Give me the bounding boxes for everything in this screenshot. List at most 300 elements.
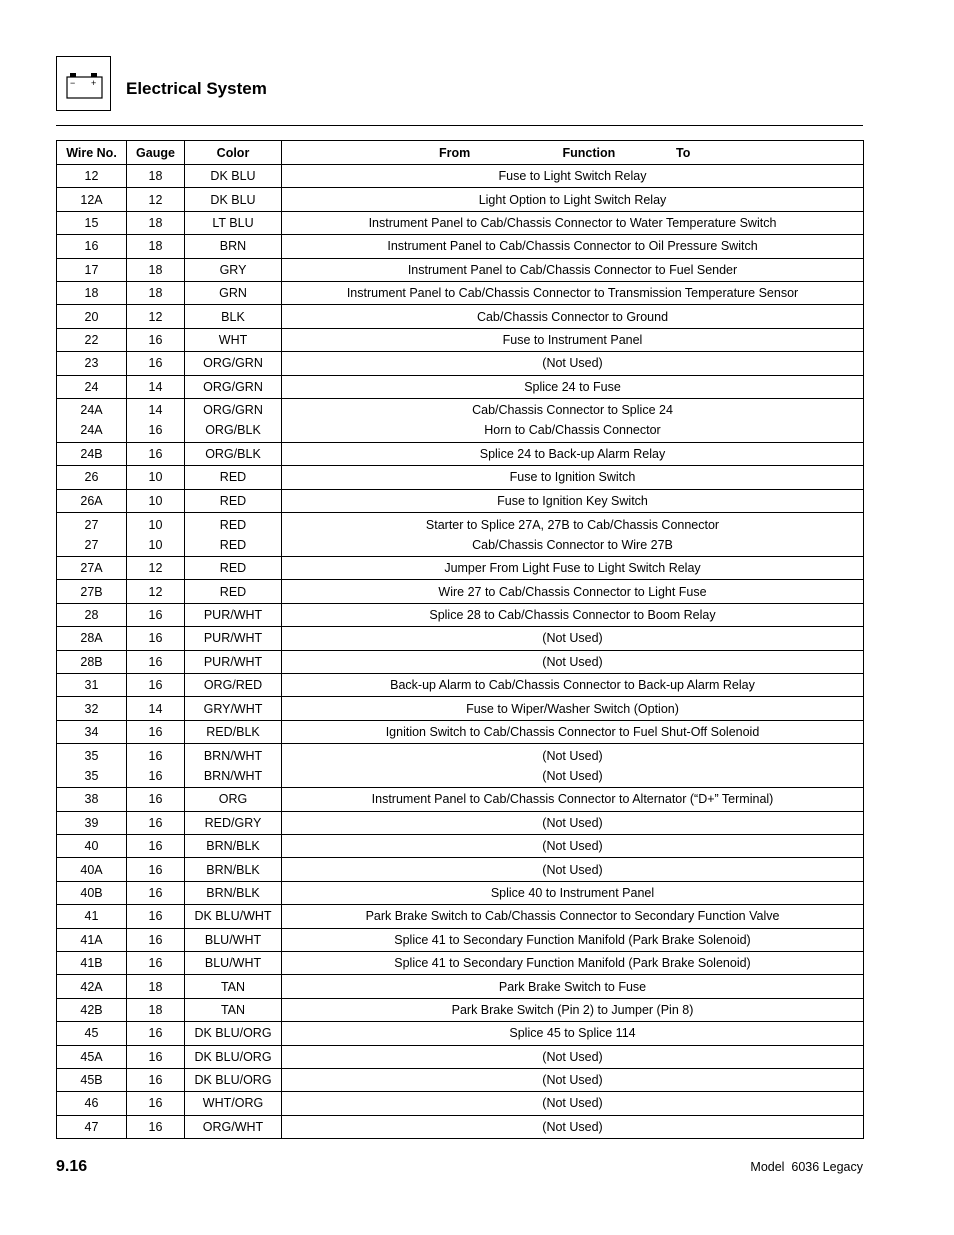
function-text: Splice 40 to Instrument Panel [490,885,655,900]
gauge-text: 18 [148,286,163,301]
function-cell [282,975,864,998]
gauge-cell [127,905,185,928]
function-text: Back-up Alarm to Cab/Chassis Connector to Back-up Alarm Relay [390,678,755,693]
wire-no-cell [57,650,127,673]
wire-no-cell [57,258,127,281]
gauge-text: 16 [148,1026,163,1041]
wire-no-text: 22 [84,332,99,347]
color-text: ORG/GRN [203,356,263,371]
color-cell [185,305,282,328]
wire-no-cell [57,466,127,489]
wire-no-cell [57,305,127,328]
wire-no-cell [57,603,127,626]
function-cell [282,305,864,328]
gauge-cell [127,211,185,234]
function-cell [282,466,864,489]
function-cell [282,557,864,580]
gauge-text: 16 [148,792,163,807]
table-row [57,603,864,626]
color-text: ORG/GRN [203,379,263,394]
table-header-row [57,141,864,165]
color-cell [185,650,282,673]
battery-minus-label: − [70,78,76,88]
table-row [57,697,864,720]
wire-no-text: 32 [84,701,99,716]
gauge-cell [127,998,185,1021]
gauge-text: 16 [148,748,163,763]
color-cell [185,720,282,743]
function-cell [282,188,864,211]
table-row [57,375,864,398]
function-text: (Not Used) [542,748,603,763]
wire-no-cell [57,1115,127,1138]
color-cell [185,188,282,211]
color-cell [185,165,282,188]
wire-no-text: 35 [84,768,99,783]
gauge-cell [127,258,185,281]
function-text: Light Option to Light Switch Relay [478,192,667,207]
gauge-cell [127,975,185,998]
wire-no-text: 47 [84,1119,99,1134]
color-text: BRN/WHT [203,768,263,783]
wire-no-cell [57,905,127,928]
function-text: Jumper From Light Fuse to Light Switch Relay [444,561,701,576]
wire-no-cell [57,557,127,580]
wire-no-cell [57,188,127,211]
gauge-text: 18 [148,262,163,277]
function-cell [282,858,864,881]
color-cell [185,744,282,788]
function-text: Park Brake Switch (Pin 2) to Jumper (Pin 8) [451,1002,694,1017]
gauge-cell [127,1115,185,1138]
color-cell [185,557,282,580]
color-cell [185,1068,282,1091]
color-cell [185,951,282,974]
color-text: LT BLU [212,215,254,230]
table-row [57,165,864,188]
table-row [57,1068,864,1091]
gauge-cell [127,489,185,512]
table-row [57,975,864,998]
wire-no-cell [57,627,127,650]
gauge-cell [127,650,185,673]
gauge-text: 14 [148,379,163,394]
gauge-cell [127,580,185,603]
color-cell [185,697,282,720]
table-row [57,858,864,881]
gauge-cell [127,165,185,188]
color-cell [185,834,282,857]
table-row [57,674,864,697]
color-text: ORG [218,792,248,807]
color-text: GRY/WHT [203,701,263,716]
gauge-text: 16 [148,815,163,830]
gauge-text: 16 [148,956,163,971]
header-divider [56,125,863,126]
gauge-text: 18 [148,169,163,184]
function-text: Cab/Chassis Connector to Splice 24 [472,403,673,418]
function-text: Splice 41 to Secondary Function Manifold (Park Brake Solenoid) [394,956,751,971]
color-text: RED [219,561,247,576]
table-row [57,513,864,557]
gauge-text: 14 [148,701,163,716]
function-text: (Not Used) [542,356,603,371]
color-cell [185,352,282,375]
function-cell [282,165,864,188]
function-text: (Not Used) [542,1049,603,1064]
gauge-cell [127,744,185,788]
wire-no-cell [57,674,127,697]
wire-no-text: 15 [84,215,99,230]
gauge-text: 16 [148,839,163,854]
color-text: RED/BLK [206,725,260,739]
gauge-cell [127,720,185,743]
function-text: Fuse to Light Switch Relay [498,169,647,184]
gauge-text: 18 [148,979,163,994]
color-cell [185,627,282,650]
color-text: BRN [219,239,247,254]
function-cell [282,1115,864,1138]
gauge-text: 16 [148,608,163,623]
table-row [57,328,864,351]
col-header-function [282,141,864,165]
gauge-text: 14 [148,403,163,418]
color-cell [185,881,282,904]
function-cell [282,603,864,626]
color-cell [185,1092,282,1115]
function-cell [282,650,864,673]
gauge-cell [127,951,185,974]
gauge-text: 16 [148,332,163,347]
color-text: ORG/WHT [202,1119,264,1134]
function-cell [282,788,864,811]
gauge-text: 10 [148,493,163,508]
model-label: Model 6036 Legacy [750,1160,863,1174]
wire-no-text: 40 [84,839,99,854]
wire-no-cell [57,398,127,442]
color-cell [185,211,282,234]
function-cell [282,1045,864,1068]
battery-icon-box [56,56,111,111]
wire-no-cell [57,442,127,465]
gauge-text: 16 [148,932,163,947]
wire-no-text: 35 [84,748,99,763]
table-row [57,211,864,234]
function-text: Splice 28 to Cab/Chassis Connector to Boom Relay [429,608,716,623]
gauge-text: 16 [148,678,163,693]
gauge-cell [127,1045,185,1068]
color-cell [185,811,282,834]
wire-no-cell [57,951,127,974]
color-text: WHT [218,332,248,347]
table-row [57,928,864,951]
gauge-cell [127,188,185,211]
wire-no-cell [57,697,127,720]
table-row [57,720,864,743]
color-cell [185,580,282,603]
color-text: BRN/WHT [203,748,263,763]
table-row [57,1022,864,1045]
gauge-text: 16 [148,768,163,783]
battery-icon [57,57,112,112]
wire-no-text: 46 [84,1096,99,1111]
table-row [57,788,864,811]
gauge-cell [127,1092,185,1115]
function-cell [282,513,864,557]
table-row [57,951,864,974]
function-text: (Not Used) [542,1119,603,1134]
wire-no-cell [57,881,127,904]
wire-no-cell [57,375,127,398]
function-cell [282,328,864,351]
function-cell [282,905,864,928]
function-cell [282,697,864,720]
gauge-cell [127,281,185,304]
function-text: Instrument Panel to Cab/Chassis Connector to Water Temperature Switch [368,215,777,230]
table-row [57,235,864,258]
function-text: Fuse to Wiper/Washer Switch (Option) [466,701,679,716]
wire-no-cell [57,811,127,834]
wire-no-text: 28 [84,608,99,623]
wire-no-cell [57,580,127,603]
function-text: Park Brake Switch to Cab/Chassis Connector to Secondary Function Valve [365,909,780,924]
gauge-text: 16 [148,1049,163,1064]
color-text: PUR/WHT [203,608,263,623]
function-text: (Not Used) [542,631,603,646]
table-row [57,305,864,328]
wire-no-text: 16 [84,239,99,254]
function-text: Park Brake Switch to Fuse [498,979,647,994]
wire-no-text: 27 [84,517,99,532]
color-text: ORG/BLK [205,447,261,462]
wire-no-cell [57,235,127,258]
wire-table [56,140,864,1139]
color-text: BRN/BLK [206,885,260,900]
wire-no-text: 27 [84,537,99,552]
wire-no-text: 12A [80,192,103,207]
gauge-cell [127,674,185,697]
function-text: Instrument Panel to Cab/Chassis Connector to Transmission Temperature Sensor [346,286,799,301]
color-text: TAN [220,1002,246,1017]
gauge-cell [127,375,185,398]
color-text: RED [219,584,247,599]
color-text: GRY [219,262,247,277]
wire-no-text: 24B [80,447,103,462]
gauge-cell [127,235,185,258]
color-cell [185,1045,282,1068]
wire-no-cell [57,928,127,951]
gauge-cell [127,928,185,951]
gauge-cell [127,627,185,650]
color-cell [185,466,282,489]
color-text: RED [219,517,247,532]
function-text: Splice 45 to Splice 114 [509,1026,636,1041]
color-text: TAN [220,979,246,994]
wire-no-cell [57,328,127,351]
page-number: 9.16 [56,1158,88,1175]
color-cell [185,235,282,258]
function-text: (Not Used) [542,815,603,830]
function-text: Instrument Panel to Cab/Chassis Connector to Fuel Sender [407,262,738,277]
wire-no-cell [57,489,127,512]
color-cell [185,905,282,928]
wire-no-cell [57,352,127,375]
gauge-cell [127,352,185,375]
table-row [57,352,864,375]
gauge-cell [127,697,185,720]
gauge-text: 16 [148,423,163,438]
color-cell [185,928,282,951]
table-row [57,744,864,788]
color-cell [185,398,282,442]
color-text: BRN/BLK [206,839,260,854]
function-cell [282,235,864,258]
wire-no-text: 45B [80,1073,103,1088]
function-cell [282,951,864,974]
table-row [57,580,864,603]
function-cell [282,881,864,904]
wire-no-cell [57,744,127,788]
wire-no-cell [57,1045,127,1068]
gauge-text: 16 [148,1119,163,1134]
color-text: PUR/WHT [203,654,263,669]
wire-no-cell [57,788,127,811]
function-cell [282,442,864,465]
gauge-text: 12 [148,584,163,599]
gauge-text: 12 [148,309,163,324]
battery-plus-label: + [91,78,97,88]
col-header-wire-no: Wire No. [57,141,127,165]
color-text: DK BLU/ORG [194,1073,272,1088]
wire-no-cell [57,858,127,881]
function-cell [282,375,864,398]
gauge-text: 16 [148,1096,163,1111]
function-cell [282,720,864,743]
color-text: DK BLU [210,169,256,184]
function-text: (Not Used) [542,1096,603,1111]
function-text: Splice 41 to Secondary Function Manifold (Park Brake Solenoid) [394,932,751,947]
gauge-text: 16 [148,356,163,371]
function-text: (Not Used) [542,839,603,854]
gauge-text: 12 [148,561,163,576]
color-text: DK BLU [210,192,256,207]
col-header-color: Color [185,141,282,165]
function-text: Fuse to Ignition Switch [509,470,636,485]
color-cell [185,489,282,512]
wire-no-text: 41A [80,932,103,947]
wire-no-text: 40A [80,862,103,877]
color-text: DK BLU/ORG [194,1026,272,1041]
gauge-text: 16 [148,1073,163,1088]
wire-no-text: 18 [84,286,99,301]
wire-no-cell [57,1022,127,1045]
wire-no-text: 28A [80,631,103,646]
table-row [57,1115,864,1138]
color-cell [185,1115,282,1138]
color-text: ORG/RED [203,678,263,693]
function-cell [282,352,864,375]
wire-no-text: 24 [84,379,99,394]
color-cell [185,674,282,697]
table-row [57,188,864,211]
color-cell [185,442,282,465]
wire-no-cell [57,281,127,304]
gauge-text: 16 [148,862,163,877]
color-text: BRN/BLK [206,862,260,877]
color-cell [185,375,282,398]
gauge-cell [127,513,185,557]
gauge-cell [127,1068,185,1091]
wire-no-cell [57,720,127,743]
wire-no-text: 41 [84,909,99,924]
col-header-from: From [439,145,471,160]
gauge-cell [127,398,185,442]
color-text: ORG/GRN [203,403,263,418]
wire-no-text: 26 [84,470,99,485]
function-cell [282,627,864,650]
table-row [57,258,864,281]
section-title: Electrical System [126,79,267,98]
color-cell [185,603,282,626]
color-cell [185,788,282,811]
table-row [57,281,864,304]
color-cell [185,258,282,281]
color-text: DK BLU/ORG [194,1049,272,1064]
wire-no-text: 38 [84,792,99,807]
table-row [57,1045,864,1068]
gauge-text: 16 [148,909,163,924]
wire-no-text: 42A [80,979,103,994]
gauge-text: 16 [148,654,163,669]
color-cell [185,1022,282,1045]
function-text: Wire 27 to Cab/Chassis Connector to Light Fuse [438,584,707,599]
color-cell [185,998,282,1021]
function-text: Splice 24 to Fuse [524,379,621,394]
color-cell [185,858,282,881]
wire-table-body [57,165,864,1139]
gauge-cell [127,557,185,580]
table-row [57,442,864,465]
color-text: BLK [221,309,245,324]
table-row [57,881,864,904]
table-row [57,466,864,489]
gauge-cell [127,466,185,489]
function-text: Fuse to Ignition Key Switch [497,493,648,508]
wire-no-text: 31 [84,678,99,693]
wire-no-text: 39 [84,815,99,830]
function-text: Starter to Splice 27A, 27B to Cab/Chassis Connector [425,517,720,532]
color-text: ORG/BLK [205,423,261,438]
wire-no-text: 40B [80,885,103,900]
wire-no-cell [57,165,127,188]
wire-no-text: 17 [84,262,99,277]
function-cell [282,1068,864,1091]
function-text: Cab/Chassis Connector to Ground [476,309,669,324]
gauge-text: 10 [148,517,163,532]
gauge-cell [127,442,185,465]
table-row [57,489,864,512]
color-text: RED [219,537,247,552]
function-cell [282,258,864,281]
gauge-cell [127,305,185,328]
function-text: (Not Used) [542,862,603,877]
gauge-cell [127,328,185,351]
gauge-cell [127,811,185,834]
gauge-text: 18 [148,215,163,230]
function-text: (Not Used) [542,768,603,783]
function-text: Fuse to Instrument Panel [502,332,643,347]
function-cell [282,1022,864,1045]
